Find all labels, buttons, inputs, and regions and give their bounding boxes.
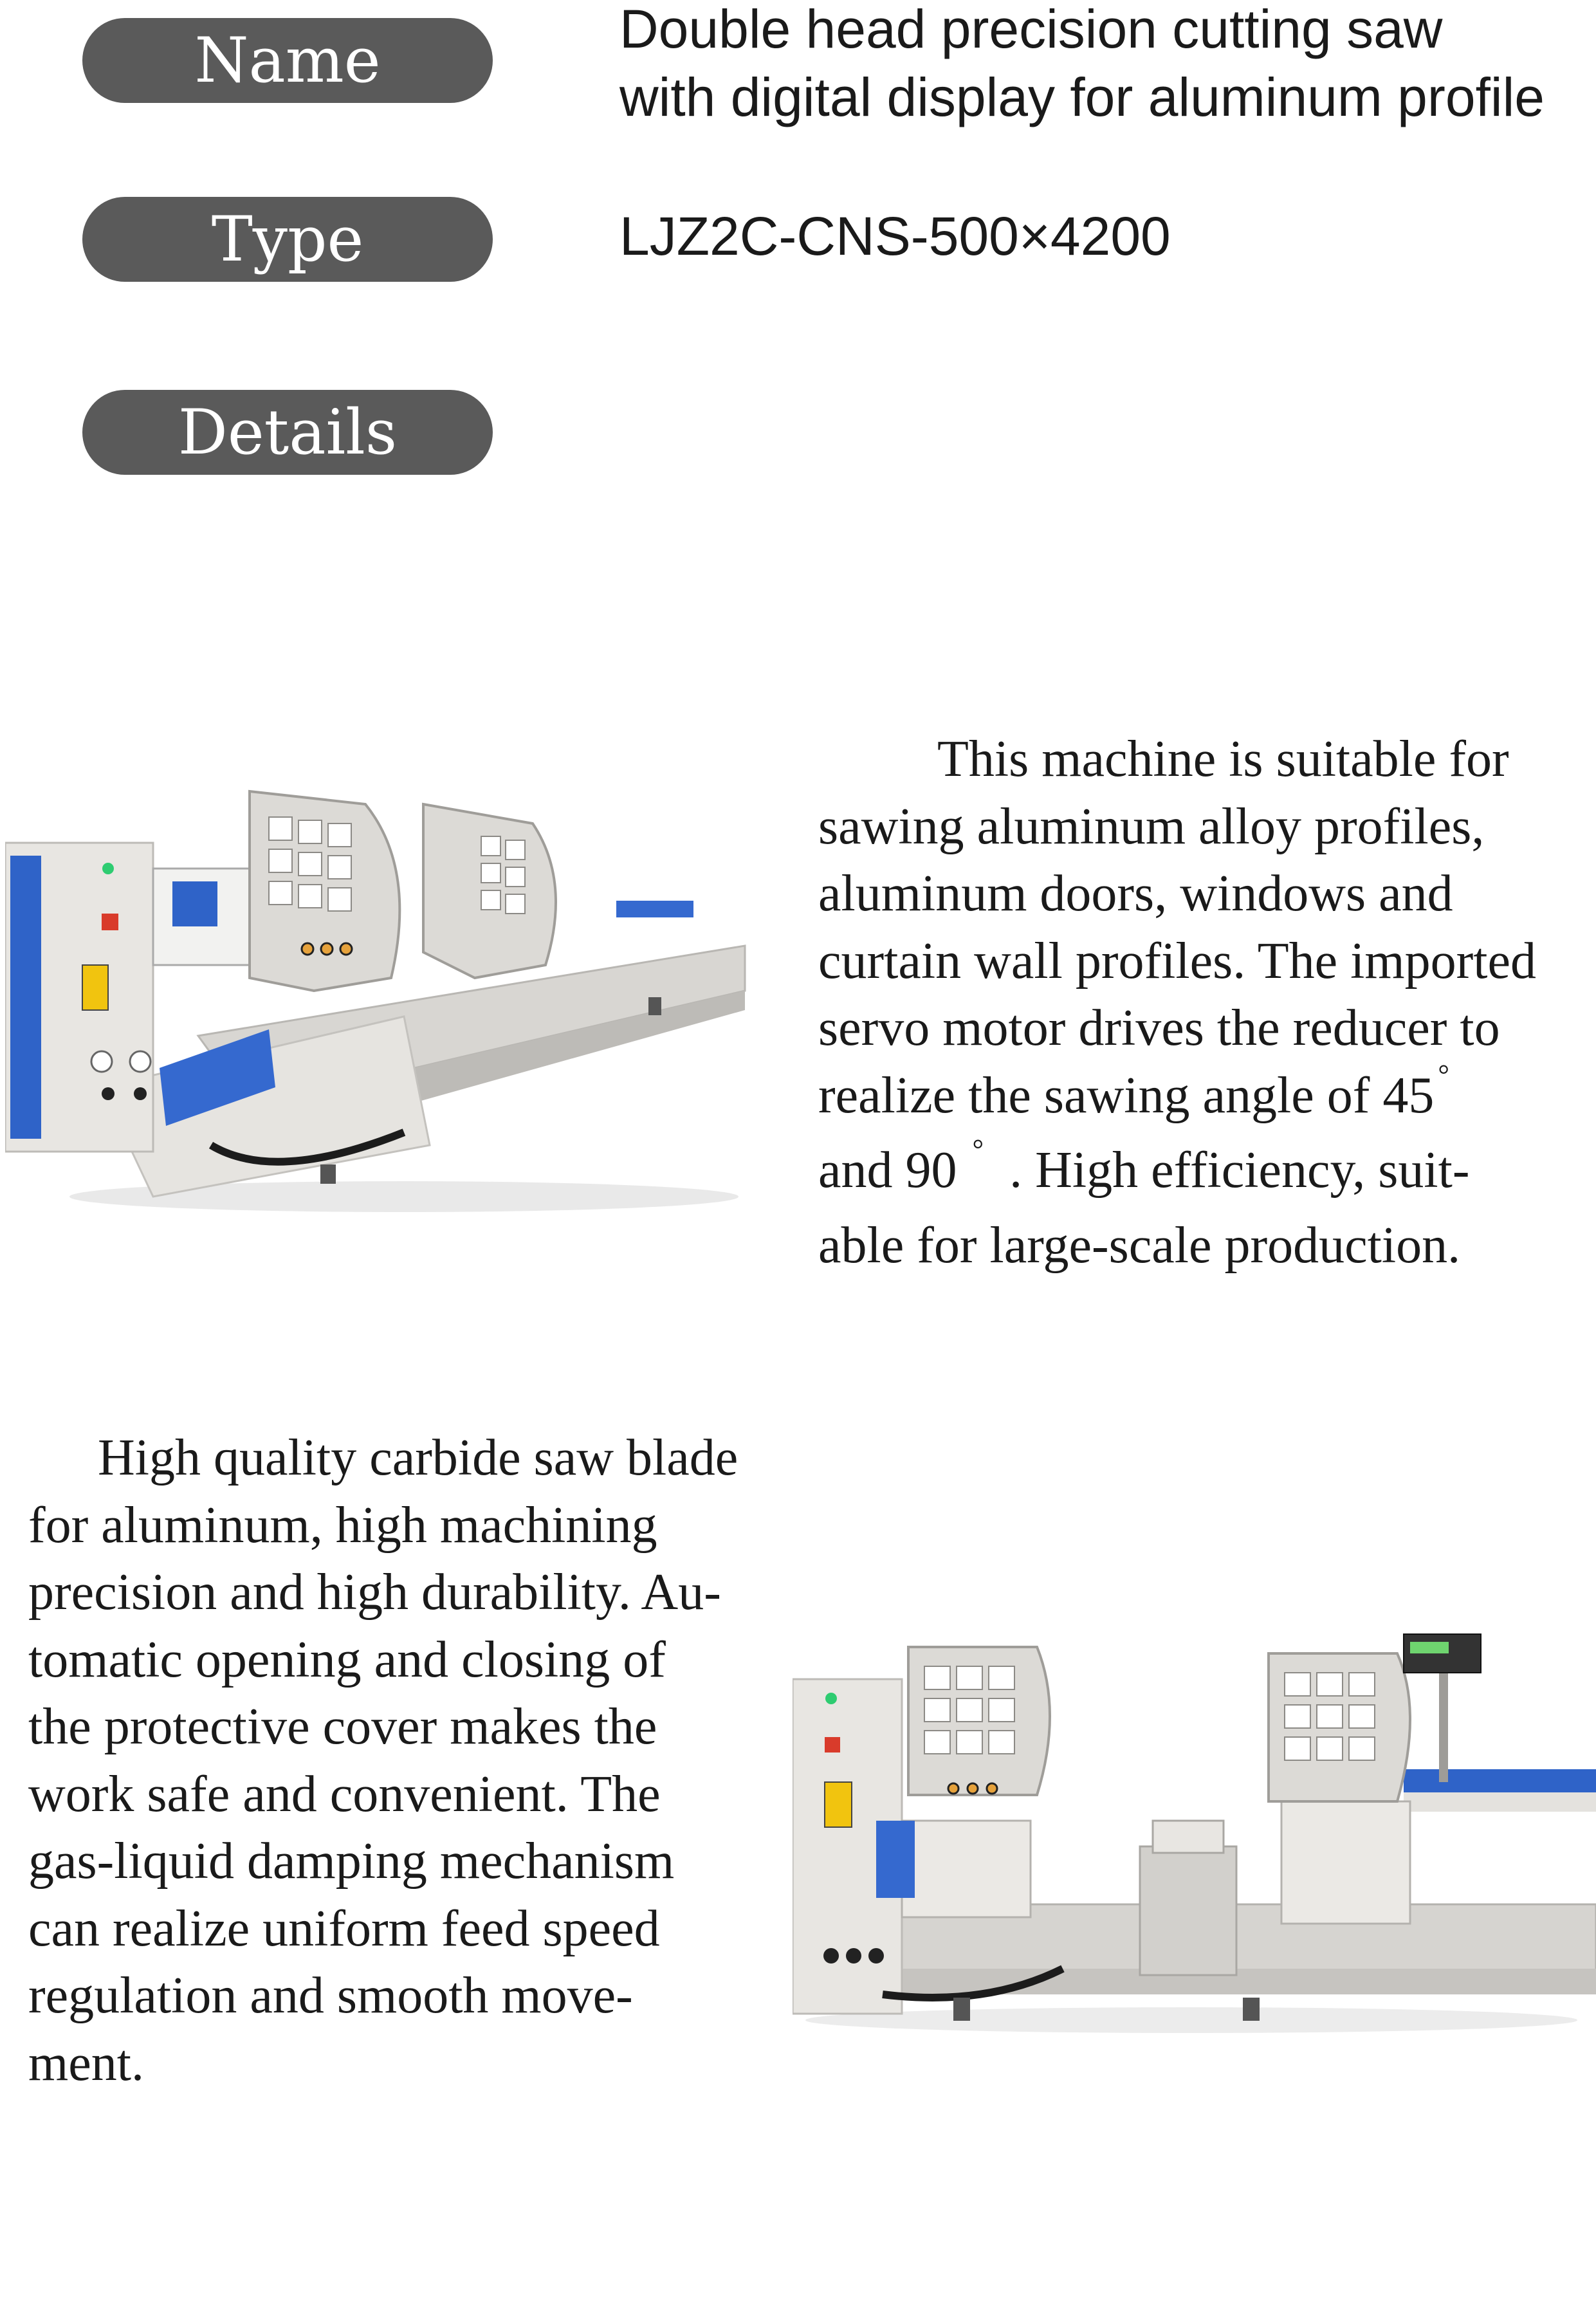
desc2-line: the protective cover makes the: [28, 1698, 657, 1755]
product-type: LJZ2C-CNS-500×4200: [619, 206, 1171, 266]
degree-symbol: °: [1438, 1058, 1449, 1090]
desc1-line: curtain wall profiles. The imported: [818, 932, 1536, 989]
details-label: [82, 390, 493, 475]
product-name-line-1: Double head precision cutting saw: [619, 0, 1443, 59]
type-label: [82, 197, 493, 282]
desc2-line: tomatic opening and closing of: [28, 1631, 666, 1688]
desc2-line: work safe and convenient. The: [28, 1765, 661, 1823]
machine-photo-angled: [5, 785, 751, 1222]
desc1-line: This machine is suitable for: [937, 731, 1509, 787]
desc1-line-text: . High efficiency, suit-: [1009, 1142, 1470, 1199]
machine-photo-front: [793, 1608, 1596, 2059]
desc1-line-text: and 90: [818, 1142, 957, 1199]
name-label: [82, 18, 493, 103]
desc2-line: ment.: [28, 2034, 144, 2092]
desc2-line: High quality carbide saw blade: [98, 1430, 738, 1486]
description-1: [818, 726, 1536, 1279]
desc1-line: aluminum doors, windows and: [818, 865, 1453, 922]
description-2: [28, 1424, 738, 2097]
desc1-line: able for large-scale production.: [818, 1217, 1461, 1274]
desc1-line-text: realize the sawing angle of 45: [818, 1067, 1435, 1124]
desc2-line: gas-liquid damping mechanism: [28, 1833, 675, 1890]
desc1-line-angle-90: [818, 1134, 1536, 1212]
desc1-line: sawing aluminum alloy profiles,: [818, 798, 1485, 855]
details-label-text: Details: [178, 396, 398, 468]
desc1-line-angle-45: [818, 1058, 1536, 1137]
desc2-line: can realize uniform feed speed: [28, 1900, 660, 1957]
desc1-line: servo motor drives the reducer to: [818, 1000, 1500, 1056]
product-name-line-2: with digital display for aluminum profile: [619, 67, 1545, 127]
desc2-line: precision and high durability. Au-: [28, 1564, 721, 1621]
degree-symbol: °: [972, 1134, 984, 1165]
name-label-text: Name: [194, 24, 381, 97]
product-name: [619, 0, 1584, 131]
desc2-line: regulation and smooth move-: [28, 1967, 633, 2024]
type-label-text: Type: [211, 203, 364, 275]
desc2-line: for aluminum, high machining: [28, 1496, 657, 1554]
